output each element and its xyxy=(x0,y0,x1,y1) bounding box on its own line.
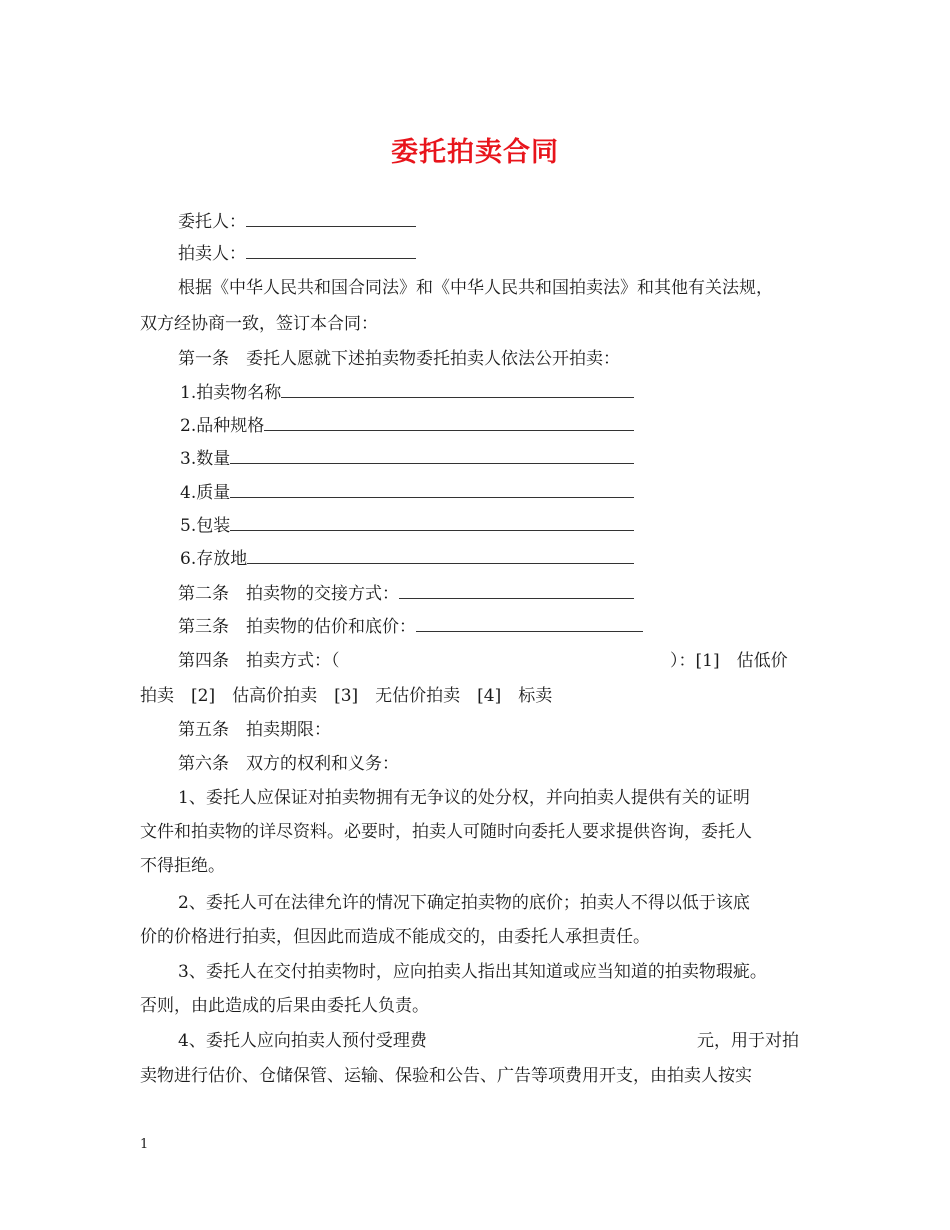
party-b-row xyxy=(178,244,416,264)
party-a-blank xyxy=(246,212,416,227)
clause-4-line-1b: 元，用于对拍 xyxy=(697,1031,799,1051)
preamble-line-1: 根据《中华人民共和国合同法》和《中华人民共和国拍卖法》和其他有关法规， xyxy=(178,278,773,298)
clause-4-line-2: 卖物进行估价、仓储保管、运输、保验和公告、广告等项费用开支，由拍卖人按实 xyxy=(140,1066,752,1086)
article-2 xyxy=(178,584,634,604)
party-b-label: 拍卖人： xyxy=(178,244,246,264)
item-label: 2.品种规格 xyxy=(180,416,265,436)
clause-3-line-1: 3、委托人在交付拍卖物时，应向拍卖人指出其知道或应当知道的拍卖物瑕疵。 xyxy=(178,962,767,982)
clause-2-line-2: 价的价格进行拍卖，但因此而造成不能成交的，由委托人承担责任。 xyxy=(140,927,650,947)
item-label: 3.数量 xyxy=(180,449,231,469)
item-blank xyxy=(281,383,634,398)
clause-2-line-1: 2、委托人可在法律允许的情况下确定拍卖物的底价；拍卖人不得以低于该底 xyxy=(178,893,750,913)
item-row xyxy=(180,449,634,469)
article-4-line-1b: ）：[1] 估低价 xyxy=(670,651,788,671)
item-label: 1.拍卖物名称 xyxy=(180,383,282,403)
article-3-text: 第三条 拍卖物的估价和底价： xyxy=(178,617,416,637)
item-row xyxy=(180,416,634,436)
preamble-line-2: 双方经协商一致，签订本合同： xyxy=(140,314,378,334)
article-3 xyxy=(178,617,643,637)
page-number: 1 xyxy=(140,1137,149,1152)
article-3-blank xyxy=(416,617,643,632)
clause-4-line-1a: 4、委托人应向拍卖人预付受理费 xyxy=(178,1031,427,1051)
item-row xyxy=(180,516,634,536)
item-label: 5.包装 xyxy=(180,516,231,536)
item-blank xyxy=(230,483,634,498)
document-title: 委托拍卖合同 xyxy=(391,137,559,168)
item-blank xyxy=(230,449,634,464)
article-2-text: 第二条 拍卖物的交接方式： xyxy=(178,584,399,604)
item-blank xyxy=(264,416,634,431)
item-row xyxy=(180,549,634,569)
clause-3-line-2: 否则，由此造成的后果由委托人负责。 xyxy=(140,996,429,1016)
clause-1-line-3: 不得拒绝。 xyxy=(140,856,225,876)
article-4-line-2: 拍卖 [2] 估高价拍卖 [3] 无估价拍卖 [4] 标卖 xyxy=(140,686,553,706)
item-blank xyxy=(230,516,634,531)
item-blank xyxy=(247,549,634,564)
item-label: 4.质量 xyxy=(180,483,231,503)
clause-1-line-2: 文件和拍卖物的详尽资料。必要时，拍卖人可随时向委托人要求提供咨询，委托人 xyxy=(140,822,752,842)
item-label: 6.存放地 xyxy=(180,549,248,569)
party-b-blank xyxy=(246,244,416,259)
item-row xyxy=(180,383,634,403)
item-row xyxy=(180,483,634,503)
article-6: 第六条 双方的权利和义务： xyxy=(178,754,399,774)
clause-1-line-1: 1、委托人应保证对拍卖物拥有无争议的处分权，并向拍卖人提供有关的证明 xyxy=(178,788,750,808)
article-4-line-1a: 第四条 拍卖方式：（ xyxy=(178,651,340,671)
party-a-label: 委托人： xyxy=(178,212,246,232)
article-2-blank xyxy=(399,584,634,599)
party-a-row xyxy=(178,212,416,232)
article-1: 第一条 委托人愿就下述拍卖物委托拍卖人依法公开拍卖： xyxy=(178,349,620,369)
article-5: 第五条 拍卖期限： xyxy=(178,720,331,740)
